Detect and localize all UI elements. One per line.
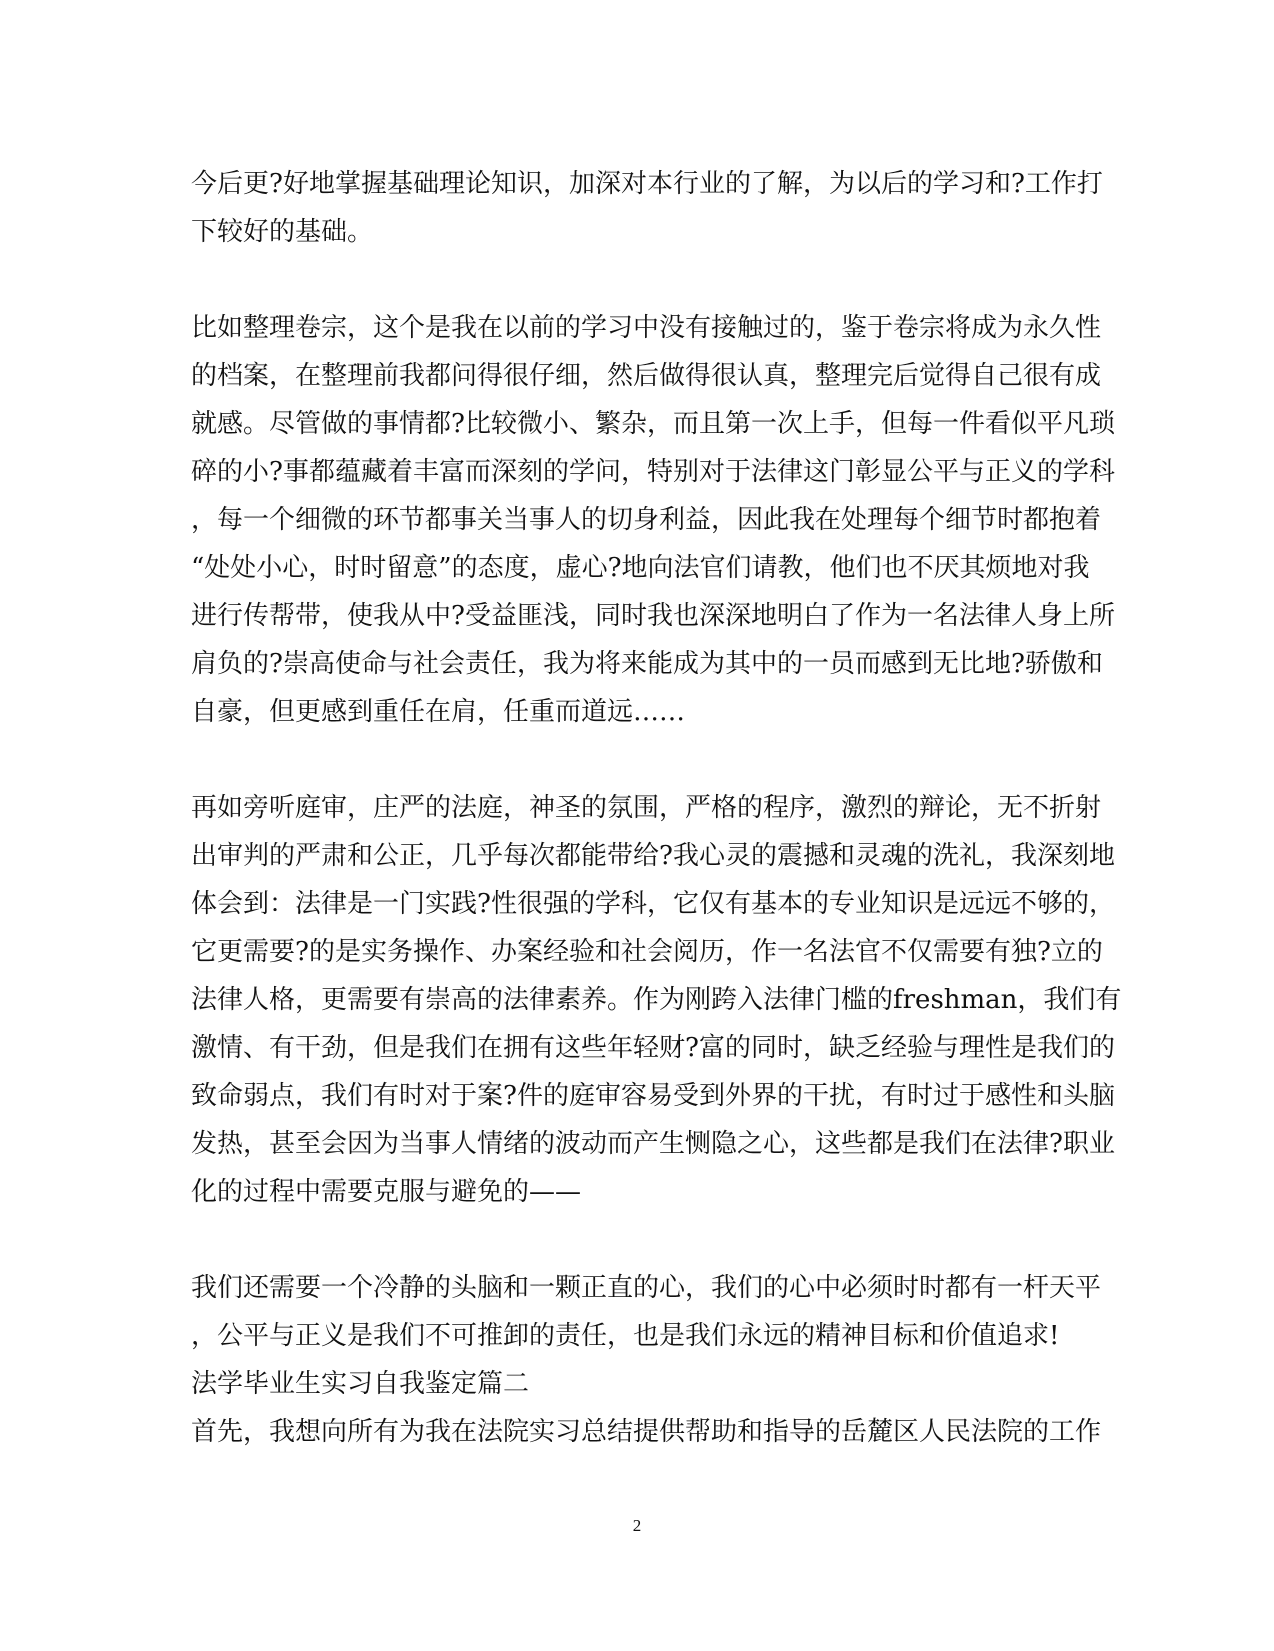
text-line: 它更需要?的是实务操作、办案经验和社会阅历，作一名法官不仅需要有独?立的 xyxy=(191,937,1103,967)
paragraph-3 xyxy=(191,784,1122,1216)
paragraph-gap xyxy=(191,736,1091,784)
text-line: “处处小心，时时留意”的态度，虚心?地向法官们请教，他们也不厌其烦地对我 xyxy=(191,553,1090,583)
text-line: 激情、有干劲，但是我们在拥有这些年轻财?富的同时，缺乏经验与理性是我们的 xyxy=(191,1033,1115,1063)
text-line: 下较好的基础。 xyxy=(191,217,374,247)
text-line: 我们还需要一个冷静的头脑和一颗正直的心，我们的心中必须时时都有一杆天平 xyxy=(191,1273,1102,1303)
text-line: 的档案，在整理前我都问得很仔细，然后做得很认真，整理完后觉得自己很有成 xyxy=(191,361,1102,391)
paragraph-2 xyxy=(191,304,1115,736)
text-line: 法律人格，更需要有崇高的法律素养。作为刚跨入法律门槛的freshman，我们有 xyxy=(191,985,1122,1015)
text-line: 体会到：法律是一门实践?性很强的学科，它仅有基本的专业知识是远远不够的， xyxy=(191,889,1115,919)
text-line: 碎的小?事都蕴藏着丰富而深刻的学问，特别对于法律这门彰显公平与正义的学科 xyxy=(191,457,1115,487)
document-body xyxy=(191,160,1122,1456)
paragraph-4 xyxy=(191,1264,1102,1360)
text-line: ，每一个细微的环节都事关当事人的切身利益，因此我在处理每个细节时都抱着 xyxy=(191,505,1102,535)
text-line: 自豪，但更感到重任在肩，任重而道远…… xyxy=(191,697,686,727)
text-line: 就感。尽管做的事情都?比较微小、繁杂，而且第一次上手，但每一件看似平凡琐 xyxy=(191,409,1115,439)
text-line: 今后更?好地掌握基础理论知识，加深对本行业的了解，为以后的学习和?工作打 xyxy=(191,169,1103,199)
text-line: ，公平与正义是我们不可推卸的责任，也是我们永远的精神目标和价值追求! xyxy=(191,1321,1060,1351)
text-line: 化的过程中需要克服与避免的—— xyxy=(191,1177,582,1207)
paragraph-gap xyxy=(191,1216,1091,1264)
text-line: 肩负的?崇高使命与社会责任，我为将来能成为其中的一员而感到无比地?骄傲和 xyxy=(191,649,1103,679)
text-line: 致命弱点，我们有时对于案?件的庭审容易受到外界的干扰，有时过于感性和头脑 xyxy=(191,1081,1115,1111)
text-line: 再如旁听庭审，庄严的法庭，神圣的氛围，严格的程序，激烈的辩论，无不折射 xyxy=(191,793,1102,823)
closing-line: 首先，我想向所有为我在法院实习总结提供帮助和指导的岳麓区人民法院的工作 xyxy=(191,1417,1102,1447)
page-number: 2 xyxy=(632,1516,642,1535)
text-line: 进行传帮带，使我从中?受益匪浅，同时我也深深地明白了作为一名法律人身上所 xyxy=(191,601,1115,631)
text-line: 比如整理卷宗，这个是我在以前的学习中没有接触过的，鉴于卷宗将成为永久性 xyxy=(191,313,1102,343)
paragraph-gap xyxy=(191,256,1091,304)
paragraph-1 xyxy=(191,160,1103,256)
text-line: 出审判的严肃和公正，几乎每次都能带给?我心灵的震撼和灵魂的洗礼，我深刻地 xyxy=(191,841,1115,871)
section-heading: 法学毕业生实习自我鉴定篇二 xyxy=(191,1369,530,1399)
text-line: 发热，甚至会因为当事人情绪的波动而产生恻隐之心，这些都是我们在法律?职业 xyxy=(191,1129,1115,1159)
